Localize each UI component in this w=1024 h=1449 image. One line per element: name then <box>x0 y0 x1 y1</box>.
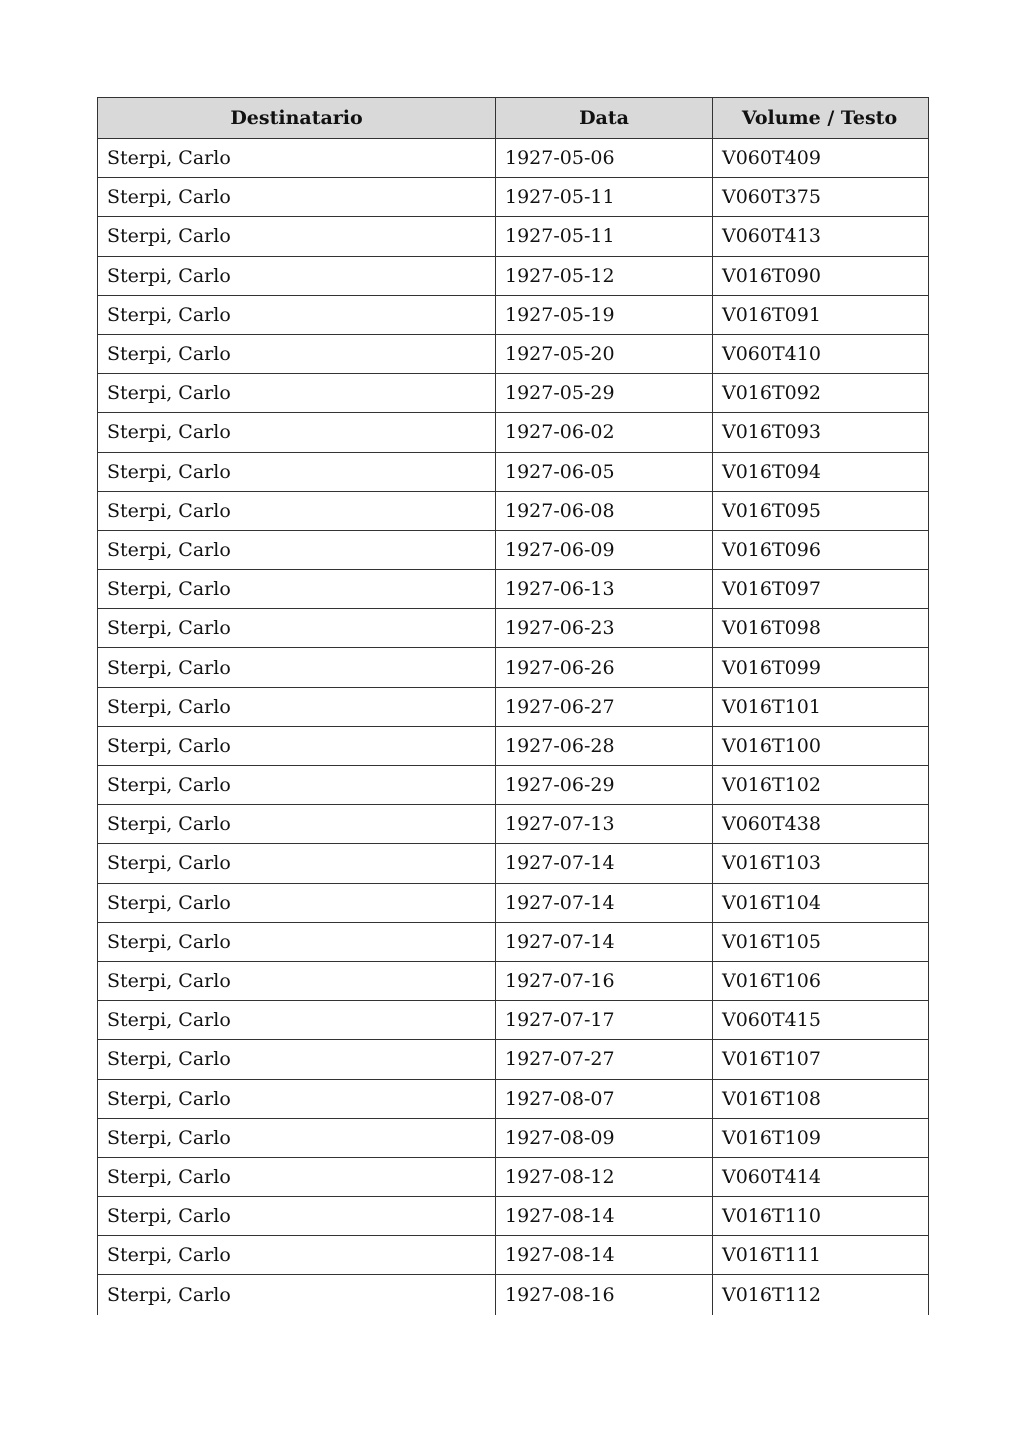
cell-destinatario: Sterpi, Carlo <box>98 923 496 961</box>
cell-data: 1927-05-12 <box>496 257 713 295</box>
cell-volume-testo: V016T093 <box>722 421 821 444</box>
cell-data: 1927-05-11 <box>496 178 713 216</box>
cell-data: 1927-08-14 <box>496 1236 713 1274</box>
cell-volume-testo: V016T100 <box>722 734 821 757</box>
table-row <box>98 688 928 727</box>
table-row <box>98 962 928 1001</box>
cell-destinatario: Sterpi, Carlo <box>98 139 496 177</box>
table-row <box>98 374 928 413</box>
cell-destinatario: Sterpi, Carlo <box>98 296 496 334</box>
table-body <box>98 139 928 1315</box>
cell-volume-testo: V060T409 <box>722 147 821 170</box>
cell-volume-testo: V016T098 <box>722 617 821 640</box>
cell-destinatario: Sterpi, Carlo <box>98 492 496 530</box>
cell-data: 1927-08-16 <box>496 1275 713 1314</box>
table-row <box>98 492 928 531</box>
table-header-row <box>98 98 928 139</box>
cell-data: 1927-07-27 <box>496 1040 713 1078</box>
cell-destinatario: Sterpi, Carlo <box>98 257 496 295</box>
cell-volume-testo: V016T091 <box>722 303 821 326</box>
table-row <box>98 1001 928 1040</box>
cell-volume-testo: V016T097 <box>722 578 821 601</box>
cell-data: 1927-07-14 <box>496 884 713 922</box>
cell-destinatario: Sterpi, Carlo <box>98 884 496 922</box>
cell-data: 1927-05-06 <box>496 139 713 177</box>
table-row <box>98 923 928 962</box>
cell-data: 1927-07-14 <box>496 923 713 961</box>
table-row <box>98 727 928 766</box>
cell-volume-testo: V060T413 <box>722 225 821 248</box>
cell-data: 1927-05-20 <box>496 335 713 373</box>
table-row <box>98 257 928 296</box>
cell-volume-testo: V016T107 <box>722 1048 821 1071</box>
table-row <box>98 1236 928 1275</box>
cell-destinatario: Sterpi, Carlo <box>98 648 496 686</box>
cell-volume-testo: V016T104 <box>722 891 821 914</box>
cell-destinatario: Sterpi, Carlo <box>98 1001 496 1039</box>
cell-volume-testo: V016T096 <box>722 538 821 561</box>
cell-destinatario: Sterpi, Carlo <box>98 1040 496 1078</box>
cell-destinatario: Sterpi, Carlo <box>98 688 496 726</box>
cell-volume-testo: V016T090 <box>722 264 821 287</box>
cell-volume-testo: V016T105 <box>722 930 821 953</box>
cell-data: 1927-06-09 <box>496 531 713 569</box>
header-data: Data <box>496 98 713 138</box>
cell-volume-testo: V060T410 <box>722 343 821 366</box>
cell-data: 1927-06-27 <box>496 688 713 726</box>
table-row <box>98 1080 928 1119</box>
table-row <box>98 884 928 923</box>
table-row <box>98 1197 928 1236</box>
table-row <box>98 648 928 687</box>
cell-data: 1927-08-14 <box>496 1197 713 1235</box>
cell-volume-testo: V016T092 <box>722 382 821 405</box>
cell-data: 1927-06-02 <box>496 413 713 451</box>
cell-destinatario: Sterpi, Carlo <box>98 531 496 569</box>
cell-data: 1927-06-26 <box>496 648 713 686</box>
letters-table <box>97 97 929 1315</box>
cell-volume-testo: V016T108 <box>722 1087 821 1110</box>
table-row <box>98 1119 928 1158</box>
table-row <box>98 1158 928 1197</box>
table-row <box>98 844 928 883</box>
header-destinatario: Destinatario <box>98 98 496 138</box>
cell-destinatario: Sterpi, Carlo <box>98 805 496 843</box>
table-row <box>98 1040 928 1079</box>
cell-volume-testo: V060T415 <box>722 1009 821 1032</box>
cell-volume-testo: V060T414 <box>722 1165 821 1188</box>
table-row <box>98 296 928 335</box>
table-row <box>98 766 928 805</box>
cell-destinatario: Sterpi, Carlo <box>98 570 496 608</box>
cell-data: 1927-05-19 <box>496 296 713 334</box>
cell-destinatario: Sterpi, Carlo <box>98 1158 496 1196</box>
cell-destinatario: Sterpi, Carlo <box>98 374 496 412</box>
cell-destinatario: Sterpi, Carlo <box>98 1119 496 1157</box>
cell-volume-testo: V060T375 <box>722 186 821 209</box>
cell-destinatario: Sterpi, Carlo <box>98 962 496 1000</box>
cell-data: 1927-06-08 <box>496 492 713 530</box>
cell-volume-testo: V016T110 <box>722 1205 821 1228</box>
table-row <box>98 139 928 178</box>
table-row <box>98 1275 928 1314</box>
cell-volume-testo: V016T102 <box>722 774 821 797</box>
cell-volume-testo: V016T101 <box>722 695 821 718</box>
cell-data: 1927-08-07 <box>496 1080 713 1118</box>
cell-data: 1927-07-16 <box>496 962 713 1000</box>
cell-destinatario: Sterpi, Carlo <box>98 178 496 216</box>
cell-volume-testo: V060T438 <box>722 813 821 836</box>
cell-destinatario: Sterpi, Carlo <box>98 413 496 451</box>
table-row <box>98 413 928 452</box>
cell-destinatario: Sterpi, Carlo <box>98 844 496 882</box>
table-row <box>98 178 928 217</box>
table-row <box>98 531 928 570</box>
cell-destinatario: Sterpi, Carlo <box>98 335 496 373</box>
table-row <box>98 609 928 648</box>
cell-volume-testo: V016T095 <box>722 499 821 522</box>
cell-data: 1927-06-05 <box>496 453 713 491</box>
cell-data: 1927-06-13 <box>496 570 713 608</box>
cell-data: 1927-07-13 <box>496 805 713 843</box>
cell-volume-testo: V016T099 <box>722 656 821 679</box>
cell-volume-testo: V016T111 <box>722 1244 821 1267</box>
table-row <box>98 570 928 609</box>
cell-volume-testo: V016T112 <box>722 1284 821 1307</box>
cell-data: 1927-06-23 <box>496 609 713 647</box>
cell-destinatario: Sterpi, Carlo <box>98 217 496 255</box>
cell-destinatario: Sterpi, Carlo <box>98 1275 496 1314</box>
table-row <box>98 453 928 492</box>
cell-volume-testo: V016T106 <box>722 970 821 993</box>
cell-destinatario: Sterpi, Carlo <box>98 609 496 647</box>
cell-volume-testo: V016T094 <box>722 460 821 483</box>
cell-data: 1927-08-12 <box>496 1158 713 1196</box>
cell-data: 1927-07-14 <box>496 844 713 882</box>
cell-data: 1927-05-11 <box>496 217 713 255</box>
cell-destinatario: Sterpi, Carlo <box>98 1236 496 1274</box>
cell-destinatario: Sterpi, Carlo <box>98 766 496 804</box>
table-row <box>98 335 928 374</box>
cell-volume-testo: V016T109 <box>722 1126 821 1149</box>
cell-data: 1927-08-09 <box>496 1119 713 1157</box>
cell-destinatario: Sterpi, Carlo <box>98 453 496 491</box>
table-row <box>98 217 928 256</box>
cell-data: 1927-06-28 <box>496 727 713 765</box>
header-volume-testo: Volume / Testo <box>741 107 898 129</box>
cell-destinatario: Sterpi, Carlo <box>98 1080 496 1118</box>
cell-destinatario: Sterpi, Carlo <box>98 1197 496 1235</box>
table-row <box>98 805 928 844</box>
cell-volume-testo: V016T103 <box>722 852 821 875</box>
cell-data: 1927-07-17 <box>496 1001 713 1039</box>
cell-destinatario: Sterpi, Carlo <box>98 727 496 765</box>
cell-data: 1927-05-29 <box>496 374 713 412</box>
cell-data: 1927-06-29 <box>496 766 713 804</box>
